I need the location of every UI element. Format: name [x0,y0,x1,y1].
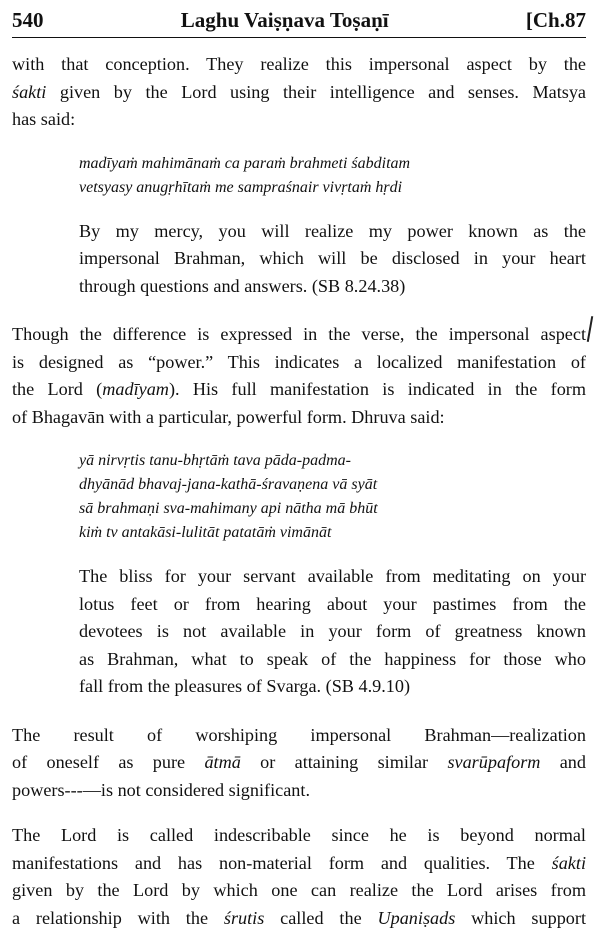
chapter-label: [Ch.87 [525,8,586,32]
verse-line: madīyaṁ mahimānaṁ ca paraṁ brahmeti śabditam [79,154,411,172]
italic-term: madīyam [102,379,169,399]
text-line: By my mercy, you will realize my power known as the [79,220,586,241]
verse-line: yā nirvṛtis tanu-bhṛtāṁ tava pāda-padma- [79,452,351,469]
text-run: a relationship with the [12,907,224,928]
text-line [12,79,586,107]
text-line: The result of worshiping impersonal Brahman—realization [12,724,586,745]
text-line: Though the difference is expressed in the verse, the impersonal aspect [12,324,586,344]
paragraph-3 [12,722,586,805]
text-line: as Brahman, what to speak of the happiness for those who [79,648,586,669]
sanskrit-verse-1 [79,152,586,200]
text-line: is designed as “power.” This indicates a localized manifestation of [12,351,586,372]
translation-1 [79,218,586,301]
text-line: lotus feet or from hearing about your pastimes from the [79,593,586,614]
text-run: or attaining similar [240,752,448,772]
text-line: powers---—is not considered significant. [12,779,310,800]
paragraph-4 [12,822,586,932]
page-header [12,6,586,38]
text-line [12,905,586,933]
text-line: The bliss for your servant available from meditating on your [79,566,586,586]
body-text [12,51,586,932]
text-line [12,749,586,777]
sanskrit-verse-2 [79,449,586,545]
text-run: and [540,752,586,772]
text-line: of Bhagavān with a particular, powerful form. Dhruva said: [12,406,445,427]
text-run: manifestations and has non-material form and qualities. The [12,852,552,873]
italic-term: śakti [12,81,47,102]
italic-term: svarūpaform [447,752,541,772]
verse-line: kiṁ tv antakāsi-lulitāt patatāṁ vimānāt [79,524,332,541]
text-line: The Lord is called indescribable since he is beyond normal [12,825,586,845]
text-line: through questions and answers. (SB 8.24.38) [79,275,406,296]
page-number: 540 [12,8,44,32]
translation-2 [79,563,586,701]
paragraph-1 [12,51,586,134]
text-line: has said: [12,109,76,129]
text-line [12,850,586,878]
text-run: given by the Lord using their intelligence and senses. Matsya [46,81,586,102]
paragraph-2 [12,321,586,431]
italic-term: ātmā [204,752,241,772]
text-line: given by the Lord by which one can realize the Lord arises from [12,880,586,900]
text-run: the Lord ( [12,379,103,399]
italic-term: śrutis [223,907,265,928]
verse-line: sā brahmaṇi sva-mahimany api nātha mā bhūt [79,500,378,517]
verse-line: vetsyasy anugṛhītaṁ me sampraśnair vivṛtaṁ hṛdi [79,178,403,196]
running-title: Laghu Vaiṣṇava Toṣaṇī [180,8,389,32]
text-line: fall from the pleasures of Svarga. (SB 4.9.10) [79,676,411,696]
text-line [12,376,586,404]
text-run: called the [264,907,378,928]
italic-term: Upaniṣads [377,907,456,928]
text-run: ). His full manifestation is indicated in the form [168,379,586,399]
text-run: of oneself as pure [12,752,205,772]
text-line: impersonal Brahman, which will be disclosed in your heart [79,248,586,268]
verse-line: dhyānād bhavaj-jana-kathā-śravaṇena vā syāt [79,476,378,493]
text-line: devotees is not available in your form of greatness known [79,621,586,641]
text-run: which support [455,907,586,928]
italic-term: śakti [551,852,586,873]
text-line: with that conception. They realize this impersonal aspect by the [12,54,586,74]
